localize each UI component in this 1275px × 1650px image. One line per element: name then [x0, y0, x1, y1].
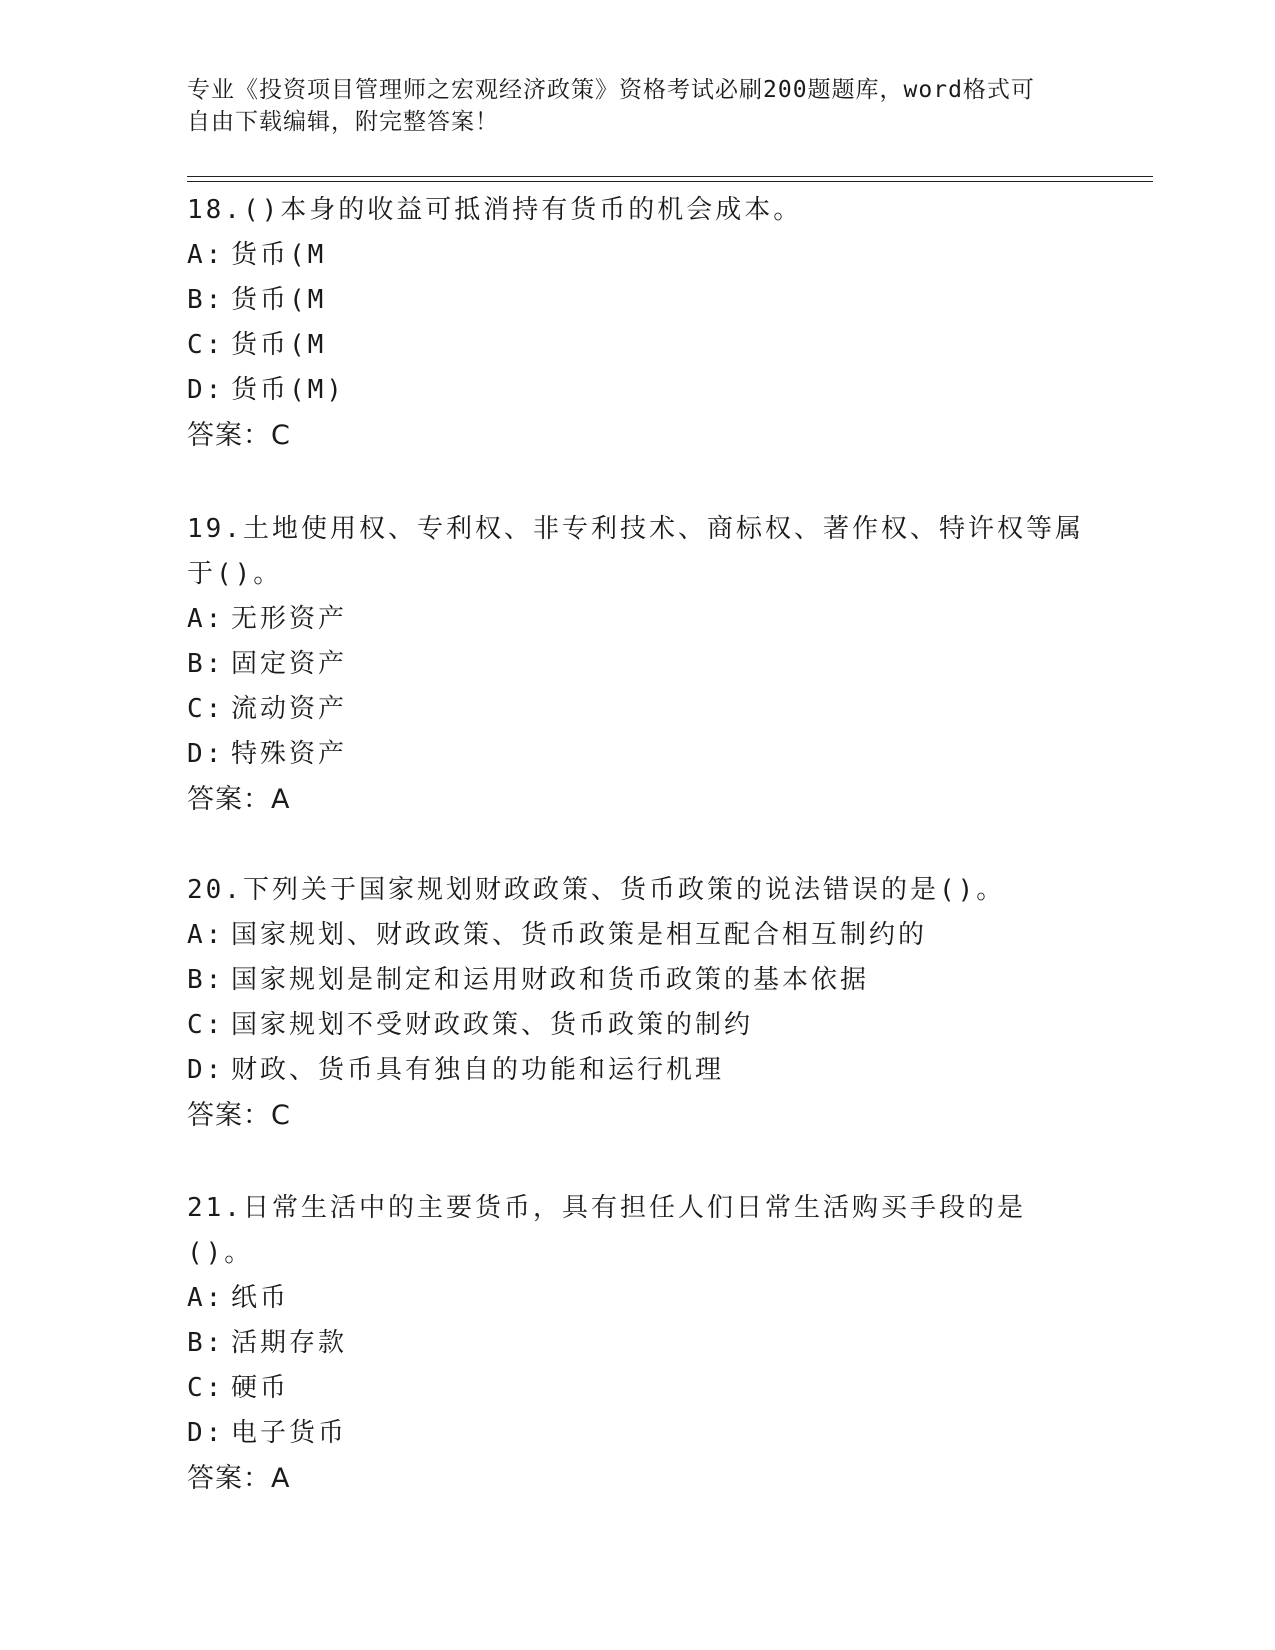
option-letter: A: — [187, 920, 225, 950]
option-text: 国家规划是制定和运用财政和货币政策的基本依据 — [231, 965, 870, 995]
option-letter: C: — [187, 1373, 225, 1403]
question-stem: 20.下列关于国家规划财政政策、货币政策的说法错误的是()。 — [187, 875, 1006, 905]
question-stem: 19.土地使用权、专利权、非专利技术、商标权、著作权、特许权等属于()。 — [187, 514, 1084, 589]
option-letter: D: — [187, 1418, 225, 1448]
option-c — [187, 1003, 1087, 1048]
option-text: 国家规划不受财政政策、货币政策的制约 — [231, 1010, 754, 1040]
option-letter: A: — [187, 1283, 225, 1313]
option-text: 流动资产 — [231, 694, 348, 724]
option-letter: C: — [187, 1010, 225, 1040]
option-text: 货币(M — [231, 285, 327, 315]
option-letter: C: — [187, 694, 225, 724]
document-header — [187, 74, 1067, 138]
question-stem: 18.()本身的收益可抵消持有货币的机会成本。 — [187, 195, 803, 225]
header-divider-bottom — [187, 181, 1153, 182]
option-letter: D: — [187, 1055, 225, 1085]
option-text: 财政、货币具有独自的功能和运行机理 — [231, 1055, 725, 1085]
option-letter: D: — [187, 739, 225, 769]
option-text: 电子货币 — [231, 1418, 348, 1448]
option-text: 活期存款 — [231, 1328, 348, 1358]
option-d — [187, 1048, 1087, 1093]
option-letter: A: — [187, 604, 225, 634]
option-a — [187, 233, 1087, 278]
answer-label: 答案：A — [187, 784, 291, 815]
option-text: 纸币 — [231, 1283, 290, 1313]
option-text: 国家规划、财政政策、货币政策是相互配合相互制约的 — [231, 920, 928, 950]
option-text: 特殊资产 — [231, 739, 348, 769]
option-text: 无形资产 — [231, 604, 348, 634]
option-c — [187, 1366, 1087, 1411]
option-text: 货币(M) — [231, 375, 345, 405]
answer-label: 答案：C — [187, 1100, 291, 1131]
option-b — [187, 278, 1087, 323]
option-letter: B: — [187, 1328, 225, 1358]
answer-label: 答案：C — [187, 420, 291, 451]
option-a — [187, 913, 1087, 958]
option-d — [187, 368, 1087, 413]
option-d — [187, 1411, 1087, 1456]
answer-label: 答案：A — [187, 1463, 291, 1494]
option-letter: B: — [187, 285, 225, 315]
option-text: 货币(M — [231, 330, 327, 360]
option-b — [187, 958, 1087, 1003]
option-text: 固定资产 — [231, 649, 348, 679]
header-line-2: 自由下载编辑，附完整答案！ — [187, 109, 499, 135]
option-letter: B: — [187, 649, 225, 679]
option-text: 货币(M — [231, 240, 327, 270]
option-c — [187, 687, 1087, 732]
option-a — [187, 1276, 1087, 1321]
option-text: 硬币 — [231, 1373, 290, 1403]
header-divider-top — [187, 176, 1153, 177]
question-stem: 21.日常生活中的主要货币，具有担任人们日常生活购买手段的是()。 — [187, 1193, 1026, 1268]
option-letter: A: — [187, 240, 225, 270]
question-19 — [187, 507, 1087, 823]
question-20 — [187, 868, 1087, 1139]
option-d — [187, 732, 1087, 777]
option-letter: C: — [187, 330, 225, 360]
question-21 — [187, 1186, 1087, 1502]
option-b — [187, 1321, 1087, 1366]
option-letter: D: — [187, 375, 225, 405]
option-c — [187, 323, 1087, 368]
option-a — [187, 597, 1087, 642]
header-line-1: 专业《投资项目管理师之宏观经济政策》资格考试必刷200题题库，word格式可 — [187, 77, 1035, 103]
option-letter: B: — [187, 965, 225, 995]
option-b — [187, 642, 1087, 687]
question-18 — [187, 188, 1087, 459]
